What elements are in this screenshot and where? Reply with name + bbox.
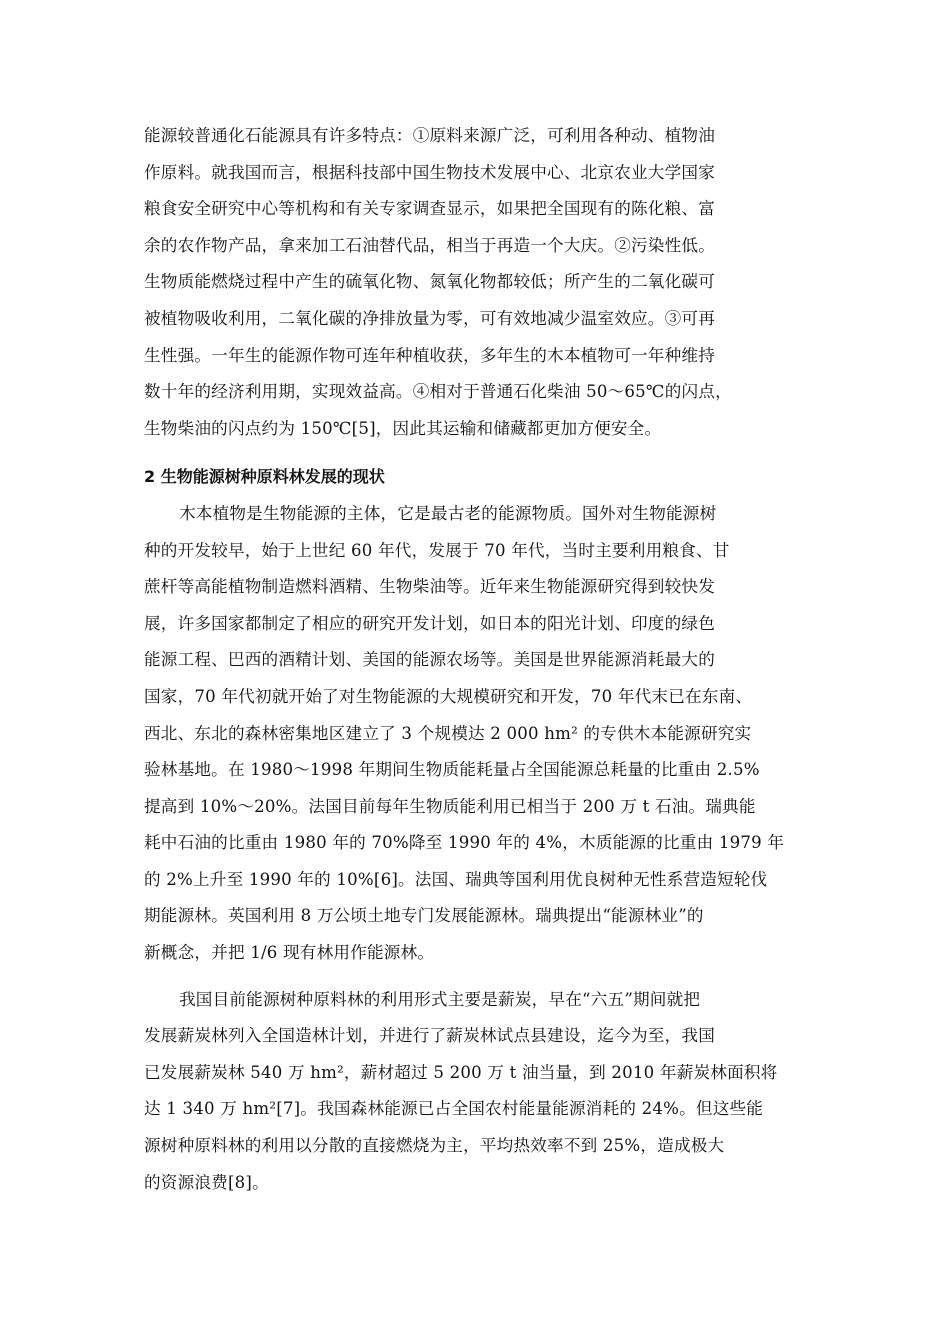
paragraph-domestic-development	[144, 982, 824, 1202]
paragraph-foreign-development	[144, 496, 824, 972]
text-line: 生物柴油的闪点约为 150℃[5]，因此其运输和储藏都更加方便安全。	[144, 418, 662, 438]
text-line: 种的开发较早，始于上世纪 60 年代，发展于 70 年代，当时主要利用粮食、甘	[144, 540, 730, 560]
text-line: 余的农作物产品，拿来加工石油替代品，相当于再造一个大庆。②污染性低。	[144, 235, 715, 255]
text-line: 发展薪炭林列入全国造林计划，并进行了薪炭林试点县建设，迄今为至，我国	[144, 1026, 715, 1046]
text-line: 验林基地。在 1980～1998 年期间生物质能耗量占全国能源总耗量的比重由 2.5%	[144, 760, 760, 780]
text-line: 被植物吸收利用，二氧化碳的净排放量为零，可有效地减少温室效应。③可再	[144, 308, 715, 328]
text-line: 作原料。就我国而言，根据科技部中国生物技术发展中心、北京农业大学国家	[144, 162, 715, 182]
text-line: 蔗杆等高能植物制造燃料酒精、生物柴油等。近年来生物能源研究得到较快发	[144, 577, 715, 597]
text-line: 提高到 10%～20%。法国目前每年生物质能利用已相当于 200 万 t 石油。瑞典能	[144, 796, 756, 816]
text-line: 木本植物是生物能源的主体，它是最古老的能源物质。国外对生物能源树	[179, 503, 717, 523]
text-line: 生性强。一年生的能源作物可连年种植收获，多年生的木本植物可一年种维持	[144, 345, 715, 365]
text-line: 能源较普通化石能源具有许多特点：①原料来源广泛，可利用各种动、植物油	[144, 126, 715, 145]
text-line: 新概念，并把 1/6 现有林用作能源林。	[144, 943, 435, 963]
text-line: 能源工程、巴西的酒精计划、美国的能源农场等。美国是世界能源消耗最大的	[144, 650, 715, 670]
text-line: 生物质能燃烧过程中产生的硫氧化物、氮氧化物都较低；所产生的二氧化碳可	[144, 272, 715, 292]
text-line: 国家，70 年代初就开始了对生物能源的大规模研究和开发，70 年代末已在东南、	[144, 686, 753, 706]
text-line: 粮食安全研究中心等机构和有关专家调查显示，如果把全国现有的陈化粮、富	[144, 199, 715, 219]
text-line: 期能源林。英国利用 8 万公顷土地专门发展能源林。瑞典提出“能源林业”的	[144, 906, 704, 926]
text-line: 达 1 340 万 hm²[7]。我国森林能源已占全国农村能量能源消耗的 24%。但这些能	[144, 1099, 764, 1119]
text-line: 数十年的经济利用期，实现效益高。④相对于普通石化柴油 50～65℃的闪点，	[144, 382, 732, 402]
text-line: 西北、东北的森林密集地区建立了 3 个规模达 2 000 hm² 的专供木本能源研究实	[144, 723, 752, 743]
section-heading: 2 生物能源树种原料林发展的现状	[144, 467, 385, 487]
paragraph-biofuel-features	[144, 118, 824, 447]
document-page	[144, 118, 824, 1201]
text-line: 耗中石油的比重由 1980 年的 70%降至 1990 年的 4%，木质能源的比重由 1979 年	[144, 833, 785, 853]
text-line: 我国目前能源树种原料林的利用形式主要是薪炭，早在“六五”期间就把	[179, 989, 701, 1009]
text-line: 源树种原料林的利用以分散的直接燃烧为主，平均热效率不到 25%，造成极大	[144, 1136, 725, 1156]
text-line: 展，许多国家都制定了相应的研究开发计划，如日本的阳光计划、印度的绿色	[144, 613, 715, 633]
text-line: 的 2%上升至 1990 年的 10%[6]。法国、瑞典等国利用优良树种无性系营造短轮伐	[144, 869, 768, 889]
text-line: 已发展薪炭林 540 万 hm²，薪材超过 5 200 万 t 油当量，到 2010 年薪炭林面积将	[144, 1062, 778, 1082]
text-line: 的资源浪费[8]。	[144, 1172, 269, 1192]
